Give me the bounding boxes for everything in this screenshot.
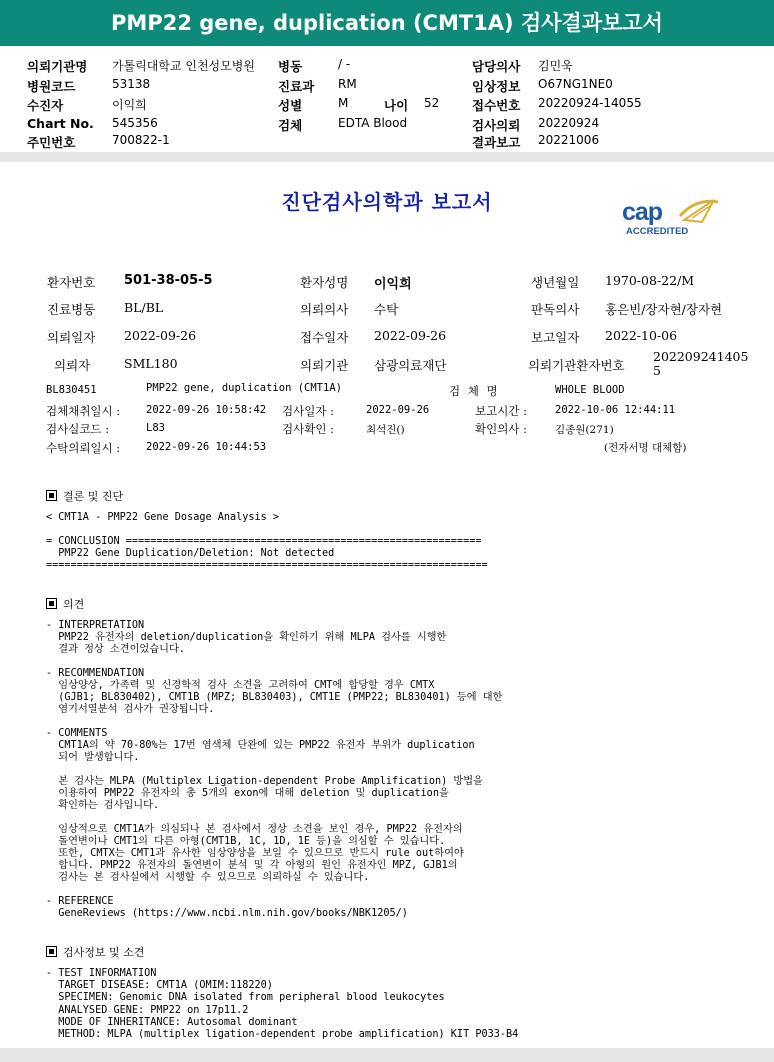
conclusion-line-3: ========================================================================	[46, 560, 488, 571]
value-resident-no: 700822-1	[112, 133, 170, 147]
value-request-date: 2022-09-26	[124, 328, 197, 343]
label-department: 진료과	[278, 79, 315, 94]
label-attending: 담당의사	[472, 59, 521, 74]
section-conclusion-heading	[46, 488, 123, 504]
label-test-check: 검사확인 :	[282, 422, 334, 436]
label-clinic-ward: 진료병동	[47, 302, 96, 317]
value-sex: M	[338, 96, 349, 110]
label-requesting-institution: 의뢰기관	[300, 358, 349, 373]
section-opinion-heading	[46, 596, 84, 612]
square-bullet-icon	[46, 946, 57, 957]
test-code: BL830451	[46, 384, 97, 396]
section3-line: MODE OF INHERITANCE: Autosomal dominant	[46, 1016, 298, 1028]
label-patient-number: 환자번호	[47, 275, 96, 290]
label-collection-time: 검체채취일시 :	[46, 404, 121, 418]
value-requesting-doctor: 수탁	[374, 302, 399, 317]
label-result-report: 결과보고	[472, 135, 521, 150]
section2-line: CMT1A의 약 70-80%는 17번 염색체 단완에 있는 PMP22 유전자 부위가 duplication	[46, 740, 475, 751]
section2-line: 검사는 본 검사실에서 시행할 수 있으므로 의뢰하실 수 있습니다.	[46, 872, 370, 883]
label-resident-no: 주민번호	[27, 135, 76, 150]
label-ward: 병동	[278, 59, 303, 74]
section3-line: ANALYSED GENE: PMP22 on 17p11.2	[46, 1004, 249, 1016]
label-test-date: 검사일자 :	[282, 404, 334, 418]
value-attending: 김민욱	[538, 59, 573, 73]
value-test-request: 20220924	[538, 116, 600, 130]
conclusion-line-1: = CONCLUSION ==========================================================	[46, 536, 482, 547]
cap-accredited-text: ACCREDITED	[626, 226, 689, 237]
value-receipt-no: 20220924-14055	[538, 96, 642, 110]
label-request-date: 의뢰일자	[47, 330, 96, 345]
value-birthdate: 1970-08-22/M	[605, 273, 695, 288]
section-test-info-title: 검사정보 및 소견	[63, 946, 145, 959]
analysis-title: < CMT1A - PMP22 Gene Dosage Analysis >	[46, 512, 280, 523]
section2-line: 확인하는 검사입니다.	[46, 800, 160, 811]
section2-line: 또한, CMTX는 CMT1과 유사한 임상양상을 보일 수 있으므로 반드시 rule out하여야	[46, 848, 464, 859]
section2-line: (GJB1; BL830402), CMT1B (MPZ; BL830403), CMT1E (PMP22; BL830401) 등에 대한	[46, 692, 503, 703]
report-title: 진단검사의학과 보고서	[281, 190, 493, 214]
section2-line: - INTERPRETATION	[46, 620, 145, 631]
value-requester: SML180	[124, 356, 178, 371]
value-lab-code: L83	[146, 422, 165, 434]
value-patient-number: 501-38-05-5	[124, 273, 213, 288]
label-test-request: 검사의뢰	[472, 118, 521, 133]
label-hospital-code: 병원코드	[27, 79, 76, 94]
label-confirming-doctor: 확인의사 :	[475, 422, 527, 436]
label-receipt-date: 접수일자	[300, 330, 349, 345]
square-bullet-icon	[46, 598, 57, 609]
section2-line: 이용하여 PMP22 유전자의 총 5개의 exon에 대해 deletion 및 duplication을	[46, 788, 449, 799]
label-report-date: 보고일자	[531, 330, 580, 345]
section2-line: 돌연변이나 CMT1의 다른 아형(CMT1B, 1C, 1D, 1E 등)을 의심할 수 있습니다.	[46, 836, 446, 847]
value-test-check: 최석진()	[366, 424, 405, 436]
value-age: 52	[424, 96, 440, 110]
section-test-info-heading	[46, 944, 144, 960]
value-requesting-institution: 삼광의료재단	[374, 358, 447, 373]
label-patient-name: 환자성명	[300, 275, 349, 290]
section2-line: - COMMENTS	[46, 728, 108, 739]
square-bullet-icon	[46, 490, 57, 501]
value-institution-patient-no: 202209241405	[653, 349, 749, 364]
cap-logo-text: cap	[622, 198, 663, 226]
section2-line: 되어 발생합니다.	[46, 752, 140, 763]
section3-line: SPECIMEN: Genomic DNA isolated from peripheral blood leukocytes	[46, 992, 445, 1004]
value-hospital-code: 53138	[112, 77, 151, 91]
section2-line: 본 검사는 MLPA (Multiplex Ligation-dependent Probe Amplification) 방법을	[46, 776, 483, 787]
value-requester-institution: 가톨릭대학교 인천성모병원	[112, 59, 255, 73]
label-lab-code: 검사실코드 :	[46, 422, 110, 436]
label-request-time: 수탁의뢰일시 :	[46, 441, 121, 455]
label-chart-no: Chart No.	[27, 116, 94, 131]
value-receipt-date: 2022-09-26	[374, 328, 447, 343]
label-sex: 성별	[278, 98, 303, 113]
section2-line: PMP22 유전자의 deletion/duplication을 확인하기 위해 MLPA 검사를 시행한	[46, 632, 447, 643]
section-opinion-title: 의견	[63, 598, 85, 611]
section2-line: 임상적으로 CMT1A가 의심되나 본 검사에서 정상 소견을 보인 경우, PMP22 유전자의	[46, 824, 463, 835]
value-ward: / -	[338, 57, 351, 71]
label-institution-patient-no: 의뢰기관환자번호	[528, 358, 625, 373]
value-patient: 이익희	[112, 98, 147, 112]
section-conclusion-title: 결론 및 진단	[63, 490, 124, 503]
value-clinical-info: O67NG1NE0	[538, 77, 613, 91]
label-requesting-doctor: 의뢰의사	[300, 302, 349, 317]
section3-line: TARGET DISEASE: CMT1A (OMIM:118220)	[46, 980, 273, 992]
value-department: RM	[338, 77, 357, 91]
label-receipt-no: 접수번호	[472, 98, 521, 113]
label-report-time: 보고시간 :	[475, 404, 527, 418]
electronic-signature-note: (전자서명 대체함)	[604, 442, 687, 454]
section2-line: GeneReviews (https://www.ncbi.nlm.nih.gov/books/NBK1205/)	[46, 908, 408, 919]
label-age: 나이	[384, 98, 409, 113]
value-result-report: 20221006	[538, 133, 600, 147]
section2-line: - REFERENCE	[46, 896, 114, 907]
section3-line: METHOD: MLPA (multiplex ligation-dependent probe amplification) KIT P033-B4	[46, 1029, 519, 1040]
section2-line: - RECOMMENDATION	[46, 668, 145, 679]
value-confirming-doctor: 김종원(271)	[555, 424, 614, 436]
value-reading-doctor: 홍은빈/장자현/장자현	[605, 302, 723, 317]
value-report-date: 2022-10-06	[605, 328, 678, 343]
label-requester: 의뢰자	[54, 358, 91, 373]
report-banner-title: PMP22 gene, duplication (CMT1A) 검사결과보고서	[0, 0, 774, 46]
label-patient: 수진자	[27, 98, 64, 113]
value-specimen-name: WHOLE BLOOD	[555, 384, 625, 396]
footer-bar	[0, 1048, 774, 1062]
section2-line: 합니다. PMP22 유전자의 돌연변이 분석 및 각 아형의 원인 유전자인 MPZ, GJB1의	[46, 860, 458, 871]
label-specimen-name: 검 체 명	[449, 384, 500, 398]
section2-line: 임상양상, 가족력 및 신경학적 검사 소견을 고려하여 CMT에 합당할 경우 CMTX	[46, 680, 435, 691]
value-request-time: 2022-09-26 10:44:53	[146, 441, 267, 453]
section2-line: 염기서열분석 검사가 권장됩니다.	[46, 704, 215, 715]
label-requester-institution: 의뢰기관명	[27, 59, 88, 74]
cap-accredited-logo	[618, 194, 728, 244]
section3-line: - TEST INFORMATION	[46, 968, 157, 979]
value-report-time: 2022-10-06 12:44:11	[555, 404, 676, 416]
conclusion-line-2: PMP22 Gene Duplication/Deletion: Not detected	[46, 548, 335, 559]
value-collection-time: 2022-09-26 10:58:42	[146, 404, 267, 416]
value-institution-patient-no-cont: 5	[653, 363, 661, 378]
label-birthdate: 생년월일	[531, 275, 580, 290]
label-clinical-info: 임상정보	[472, 79, 521, 94]
header-separator	[0, 152, 774, 162]
label-specimen: 검체	[278, 118, 303, 133]
value-patient-name: 이익희	[374, 277, 412, 292]
label-reading-doctor: 판독의사	[531, 302, 580, 317]
value-test-date: 2022-09-26	[366, 404, 430, 416]
value-specimen: EDTA Blood	[338, 116, 408, 130]
test-name: PMP22 gene, duplication (CMT1A)	[146, 382, 342, 394]
value-chart-no: 545356	[112, 116, 158, 130]
value-clinic-ward: BL/BL	[124, 300, 164, 315]
section2-line: 결과 정상 소견이었습니다.	[46, 644, 185, 655]
